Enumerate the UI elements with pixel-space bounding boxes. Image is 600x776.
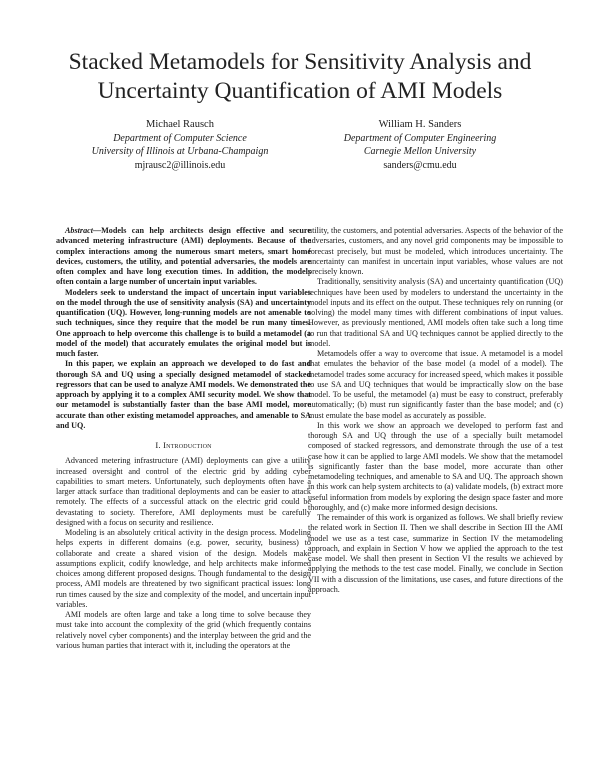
title-line-2: Uncertainty Quantification of AMI Models bbox=[97, 78, 503, 104]
abstract-paragraph: Abstract—Models can help architects design effective and secure advanced metering infrastructure (AMI) deployments. Because of the complex interactions among the numerous smart meters, smart home devices, customers, the utility, and potential adversaries, the models are often complex and have long execution times. In addition, the models often contain a large number of uncertain input variables. bbox=[56, 226, 311, 287]
body-paragraph: The remainder of this work is organized as follows. We shall briefly review the related work in Section II. Then we shall describe in Section III the AMI model we use as a test case, summarize in Section IV the metamodeling approach, and explain in Section V how we applied the approach to the test case model. We shall then present in Section VI the results we achieved by applying the methods to the test case model. Finally, we conclude in Section VII with a discussion of the limitations, use cases, and future directions of the approach. bbox=[308, 513, 563, 594]
abstract bbox=[56, 226, 311, 431]
author-department: Department of Computer Science bbox=[113, 132, 247, 144]
abstract-label: Abstract bbox=[65, 226, 93, 235]
body-paragraph: Traditionally, sensitivity analysis (SA) and uncertainty quantification (UQ) techniques have been used by modelers to understand the uncertainty in the model inputs and its effect on the output. These techniques rely on running (or solving) the model many times with different combinations of input values. However, as previously mentioned, AMI models often take such a long time to run that traditional SA and UQ techniques cannot be applied directly to the model. bbox=[308, 277, 563, 348]
abstract-paragraph: In this paper, we explain an approach we developed to do fast and thorough SA and UQ using a specially designed metamodel of stacked regressors that can be used to analyze AMI models. We demonstrated the approach by applying it to a complex AMI security model. We show that our metamodel is substantially faster than the base AMI model, more accurate than other existing metamodel approaches, and amenable to SA and UQ. bbox=[56, 359, 311, 430]
section-title: Introduction bbox=[163, 440, 212, 450]
section-number: I. bbox=[155, 440, 161, 450]
author-block-1 bbox=[60, 118, 300, 172]
paper-title bbox=[40, 48, 560, 106]
section-heading bbox=[56, 440, 311, 450]
body-paragraph: Metamodels offer a way to overcome that issue. A metamodel is a model that emulates the behavior of the base model (a model of a model). The metamodel trades some accuracy for increased speed, which makes it possible to use SA and UQ techniques that would be impractically slow on the base model. To be useful, the metamodel (a) must be easy to construct, preferably automatically; (b) must run significantly faster than the base model; and (c) must emulate the base model as accurately as possible. bbox=[308, 349, 563, 420]
author-department: Department of Computer Engineering bbox=[343, 132, 497, 144]
left-column bbox=[56, 226, 311, 651]
body-paragraph: AMI models are often large and take a long time to solve because they must take into account the complexity of the grid (which frequently contains relatively novel cyber components) and the interplay between the grid and the various human parties that interact with it, including the operators at the bbox=[56, 610, 311, 650]
author-email: sanders@cmu.edu bbox=[383, 159, 457, 171]
author-block-2 bbox=[300, 118, 540, 172]
author-email: mjrausc2@illinois.edu bbox=[134, 159, 226, 171]
title-line-1: Stacked Metamodels for Sensitivity Analysis and bbox=[68, 49, 532, 75]
body-paragraph: utility, the customers, and potential adversaries. Aspects of the behavior of the adversaries, customers, and any novel grid components may be impossible to forecast precisely, but must be modeled, which introduces uncertainty. The uncertainty can manifest in uncertain input variables, whose values are not precisely known. bbox=[308, 226, 563, 276]
author-university: University of Illinois at Urbana-Champaign bbox=[91, 146, 269, 157]
abstract-paragraph: Modelers seek to understand the impact of uncertain input variables on the model through the use of sensitivity analysis (SA) and uncertainty quantification (UQ). However, long-running models are not amenable to such techniques, since they require that the model be run many times. One approach to help overcome this challenge is to build a metamodel (a model of the model) that accurately emulates the original model but is much faster. bbox=[56, 287, 311, 358]
body-paragraph: Advanced metering infrastructure (AMI) deployments can give a utility increased oversight and control of the electric grid by adding cyber capabilities to smart meters. Unfortunately, such deployments often have a larger attack surface than traditional deployments and can be easier to attack remotely. The effects of a successful attack on the electric grid could be devastating to society. Therefore, AMI deployments must be carefully designed with a focus on security and resilience. bbox=[56, 456, 311, 527]
body-paragraph: Modeling is an absolutely critical activity in the design process. Modeling helps experts in different domains (e.g. power, security, business) to collaborate and create a shared vision of the design. Models make assumptions explicit, codify knowledge, and help architects make informed choices among different proposed designs. Though fundamental to the design process, AMI models are threatened by two significant practical issues: long run times caused by the size and complexity of the model, and uncertain input variables. bbox=[56, 528, 311, 609]
author-university: Carnegie Mellon University bbox=[363, 146, 477, 157]
right-column bbox=[308, 226, 563, 595]
body-paragraph: In this work we show an approach we developed to perform fast and thorough SA and UQ through the use of a specially built metamodel composed of stacked regressors, and demonstrate through the use of a test case how it can be applied to large AMI models. We show that the metamodel is significantly faster than the base model, more accurate than other metamodeling techniques, and amenable to SA and UQ. The approach shown in this work can help system architects to (a) validate models, (b) extract more useful information from models by exploring the design space faster and more thoroughly, and (c) make more informed design decisions. bbox=[308, 420, 563, 512]
author-name: Michael Rausch bbox=[146, 119, 214, 130]
author-name: William H. Sanders bbox=[378, 119, 462, 130]
